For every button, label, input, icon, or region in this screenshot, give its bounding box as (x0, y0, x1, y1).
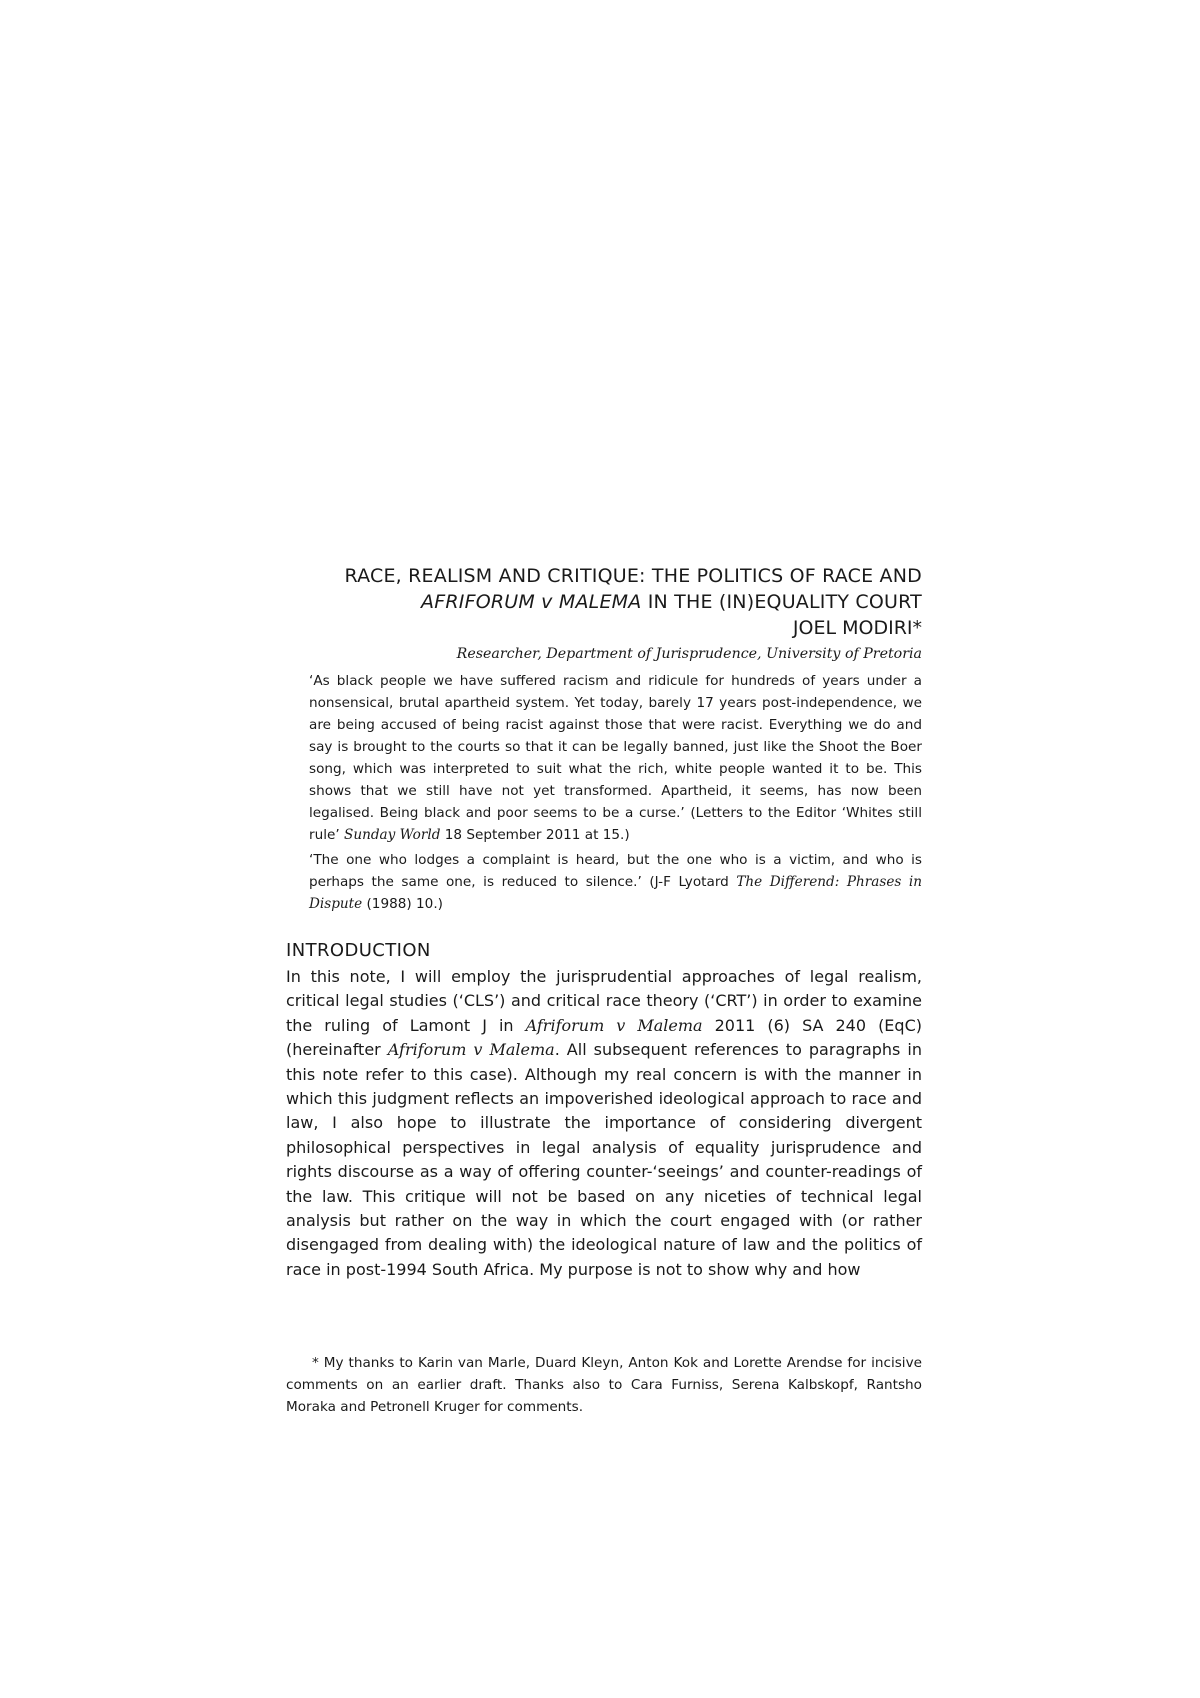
author-name: JOEL MODIRI* (792, 617, 922, 639)
title-line-2: IN THE (IN)EQUALITY COURT (641, 591, 922, 613)
introduction-paragraph (286, 965, 922, 1282)
paragraph-text: . All subsequent references to paragraphs in this note refer to this case). Although my real concern is with the manner in which this judgment reflects an impoverished ideological approach to race and law, I also hope to illustrate the importance of considering divergent philosophical perspectives in legal analysis of equality jurisprudence and rights discourse as a way of offering counter-‘seeings’ and counter-readings of the law. This critique will not be based on any niceties of technical legal analysis but rather on the way in which the court engaged with (or rather disengaged from dealing with) the ideological nature of law and the politics of race in post-1994 South Africa. My purpose is not to show why and how (286, 1040, 923, 1279)
epigraph-quote (309, 670, 922, 846)
author-affiliation: Researcher, Department of Jurisprudence, University of Pretoria (456, 646, 922, 662)
case-citation: Afriforum v Malema (387, 1040, 555, 1060)
epigraph-source-title: Sunday World (344, 827, 441, 843)
paragraph-text: 2011 (6) SA 240 (EqC) (hereinafter (286, 1015, 922, 1060)
footnote: * My thanks to Karin van Marle, Duard Kleyn, Anton Kok and Lorette Arendse for incisive comments on an earlier draft. Thanks also to Cara Furniss, Serena Kalbskopf, Rantsho Moraka and Petronell Kruger for comments. (286, 1355, 922, 1415)
epigraph-quote (309, 849, 922, 915)
article-title (286, 563, 922, 615)
epigraph-source-details: 18 September 2011 at 15.) (440, 827, 630, 843)
epigraph-source-details: (1988) 10.) (362, 896, 443, 912)
section-heading-introduction: INTRODUCTION (286, 940, 431, 961)
epigraph-quote-text: ‘The one who lodges a complaint is heard, but the one who is a victim, and who is perhaps the same one, is reduced to silence.’ (J-F Lyotard (309, 852, 922, 890)
epigraph-quote-text: ‘As black people we have suffered racism and ridicule for hundreds of years under a nonsensical, brutal apartheid system. Yet today, barely 17 years post-independence, we are being accused of being racist against those that were racist. Everything we do and say is brought to the courts so that it can be legally banned, just like the Shoot the Boer song, which was interpreted to suit what the rich, white people wanted it to be. This shows that we still have not yet transformed. Apartheid, it seems, has now been legalised. Being black and poor seems to be a curse.’ (Letters to the Editor ‘Whites still rule’ (309, 673, 922, 843)
epigraph-source-title: The Differend: Phrases in Dispute (309, 874, 923, 912)
case-citation: Afriforum v Malema (525, 1015, 703, 1035)
title-case-name: AFRIFORUM v MALEMA (421, 591, 642, 613)
epigraph-block (309, 670, 922, 915)
article-block (286, 563, 922, 1282)
title-line-1: RACE, REALISM AND CRITIQUE: THE POLITICS OF RACE AND (344, 565, 922, 587)
paragraph-text: In this note, I will employ the jurisprudential approaches of legal realism, critical legal studies (‘CLS’) and critical race theory (‘CRT’) in order to examine the ruling of Lamont J in (286, 967, 922, 1035)
